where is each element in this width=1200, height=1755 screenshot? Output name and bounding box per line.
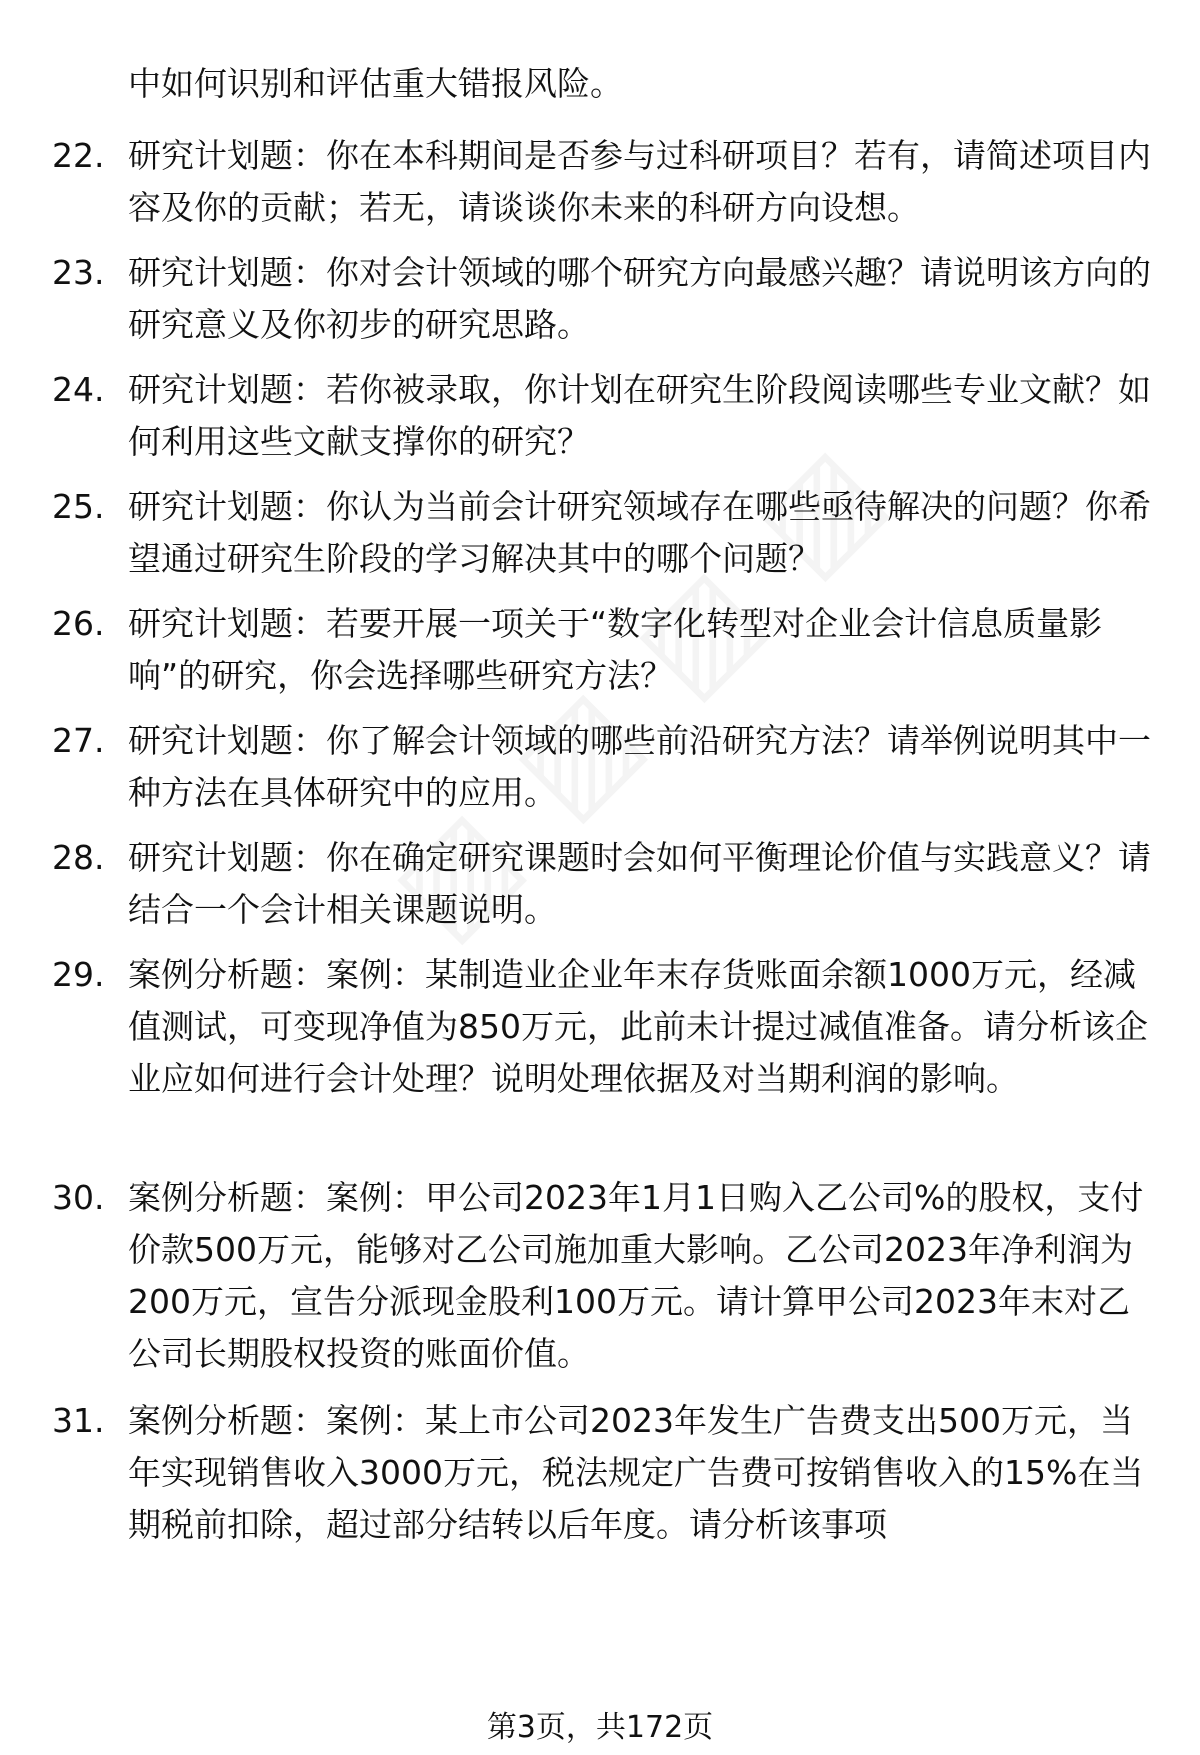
question-number: 23. [52, 253, 105, 292]
question-number: 31. [52, 1401, 105, 1440]
page-footer: 第3页，共172页 [486, 1710, 714, 1745]
question-text: 研究计划题：你了解会计领域的哪些前沿研究方法？请举例说明其中一种方法在具体研究中的应用。 [128, 721, 1151, 812]
question-number: 25. [52, 487, 105, 526]
question-text: 研究计划题：你认为当前会计研究领域存在哪些亟待解决的问题？你希望通过研究生阶段的学习解决其中的哪个问题？ [128, 487, 1151, 578]
question-text: 研究计划题：你在本科期间是否参与过科研项目？若有，请简述项目内容及你的贡献；若无，请谈谈你未来的科研方向设想。 [128, 136, 1151, 227]
question-number: 22. [52, 136, 105, 175]
question-text: 案例分析题：案例：某上市公司2023年发生广告费支出500万元，当年实现销售收入3000万元，税法规定广告费可按销售收入的15%在当期税前扣除，超过部分结转以后年度。请分析该事项 [128, 1401, 1144, 1544]
question-text: 案例分析题：案例：甲公司2023年1月1日购入乙公司%的股权，支付价款500万元，能够对乙公司施加重大影响。乙公司2023年净利润为200万元，宣告分派现金股利100万元。请计算甲公司2023年末对乙公司长期股权投资的账面价值。 [128, 1178, 1144, 1373]
question-text: 研究计划题：若要开展一项关于“数字化转型对企业会计信息质量影响”的研究，你会选择哪些研究方法？ [128, 604, 1103, 695]
question-number: 26. [52, 604, 105, 643]
question-number: 30. [52, 1178, 105, 1217]
continued-text: 中如何识别和评估重大错报风险。 [128, 64, 623, 103]
question-text: 研究计划题：你在确定研究课题时会如何平衡理论价值与实践意义？请结合一个会计相关课题说明。 [128, 838, 1151, 929]
question-text: 案例分析题：案例：某制造业企业年末存货账面余额1000万元，经减值测试，可变现净值为850万元，此前未计提过减值准备。请分析该企业应如何进行会计处理？说明处理依据及对当期利润的影响。 [128, 955, 1148, 1098]
question-number: 24. [52, 370, 105, 409]
question-number: 28. [52, 838, 105, 877]
question-text: 研究计划题：若你被录取，你计划在研究生阶段阅读哪些专业文献？如何利用这些文献支撑你的研究？ [128, 370, 1151, 461]
question-text: 研究计划题：你对会计领域的哪个研究方向最感兴趣？请说明该方向的研究意义及你初步的研究思路。 [128, 253, 1151, 344]
question-number: 27. [52, 721, 105, 760]
question-number: 29. [52, 955, 105, 994]
